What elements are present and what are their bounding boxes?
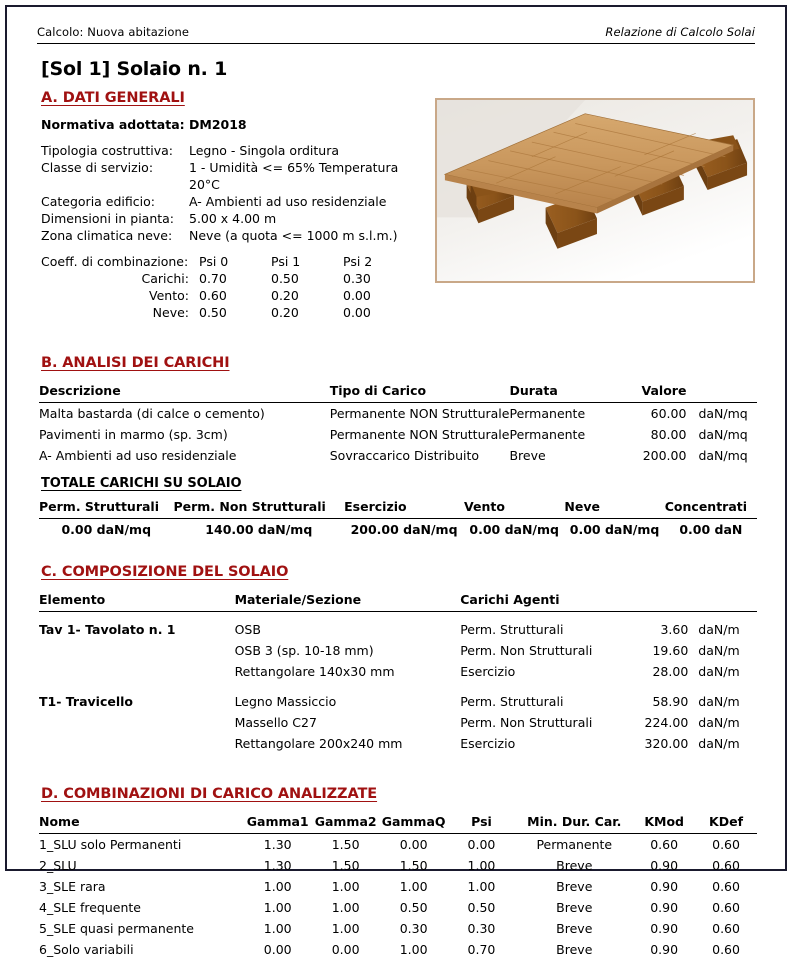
info-label: Dimensioni in pianta: — [41, 211, 175, 226]
cell-kmod: 0.90 — [650, 921, 679, 936]
cell-valore: 28.00 — [652, 664, 689, 679]
col-vento: Vento — [464, 497, 564, 519]
col-elemento: Elemento — [39, 590, 235, 612]
col-perm-strutturali: Perm. Strutturali — [39, 497, 173, 519]
col-durata: Durata — [509, 381, 623, 403]
header-doc-title: Relazione di Calcolo Solai — [605, 25, 755, 39]
table-header-row — [39, 381, 757, 403]
table-header-row — [39, 497, 757, 519]
cell-psi: 0.00 — [467, 837, 496, 852]
cell-nome: 5_SLE quasi permanente — [39, 921, 194, 936]
cell-gamma2: 1.50 — [331, 837, 360, 852]
cell-nome: 2_SLU — [39, 858, 77, 873]
cell-kmod: 0.90 — [650, 900, 679, 915]
cell-durata: Breve — [556, 942, 593, 957]
info-row — [41, 193, 431, 210]
cell-tipo: Permanente NON Strutturale — [329, 427, 510, 442]
cell-valore: 320.00 — [644, 736, 689, 751]
section-b-heading: B. ANALISI DEI CARICHI — [41, 355, 230, 371]
cell-gammaq: 0.30 — [399, 921, 428, 936]
cell-valore: 224.00 — [644, 715, 689, 730]
cell-carico: Perm. Non Strutturali — [460, 643, 593, 658]
cell-materiale: Legno Massiccio — [234, 694, 337, 709]
psi-row-label: Carichi: — [141, 271, 189, 286]
cell-unita: daN/m — [698, 643, 740, 658]
cell-kmod: 0.60 — [650, 837, 679, 852]
cell-elemento: Tav 1- Tavolato n. 1 — [39, 622, 176, 637]
cell-elemento — [39, 712, 235, 733]
coeff-combinazione-table — [41, 253, 405, 321]
table-row — [39, 403, 757, 425]
section-analisi-carichi — [37, 355, 755, 540]
cell-carico: Esercizio — [460, 664, 516, 679]
col-psi: Psi — [448, 812, 516, 834]
cell-durata: Permanente — [509, 406, 586, 421]
cell-kdef: 0.60 — [712, 921, 740, 936]
cell-materiale: Rettangolare 140x30 mm — [234, 664, 395, 679]
cell-unita: daN/m — [698, 694, 740, 709]
col-tipo-carico: Tipo di Carico — [330, 381, 510, 403]
table-row — [39, 855, 757, 876]
document-page — [5, 5, 787, 957]
psi-value: 0.70 — [199, 271, 227, 286]
cell-materiale: Rettangolare 200x240 mm — [234, 736, 403, 751]
solaio-illustration — [435, 98, 755, 283]
cell-valore: 19.60 — [652, 643, 689, 658]
running-header — [37, 7, 755, 44]
info-row — [41, 227, 431, 244]
col-esercizio: Esercizio — [344, 497, 464, 519]
psi-row-carichi — [41, 270, 405, 287]
psi-row-label: Vento: — [149, 288, 189, 303]
cell-kdef: 0.60 — [712, 942, 740, 957]
composizione-solaio-table — [39, 590, 757, 754]
col-carichi-agenti: Carichi Agenti — [460, 590, 618, 612]
cell-elemento — [39, 733, 235, 754]
psi-row-vento — [41, 287, 405, 304]
cell-durata: Permanente — [509, 427, 586, 442]
cell-durata: Breve — [556, 858, 593, 873]
cell-unita: daN/m — [698, 622, 740, 637]
cell-unita: daN/m — [698, 664, 740, 679]
col-gamma1: Gamma1 — [244, 812, 312, 834]
col-nome: Nome — [39, 812, 244, 834]
cell-neve: 0.00 daN/mq — [569, 522, 660, 537]
table-row — [39, 445, 757, 466]
section-dati-generali — [37, 90, 755, 321]
cell-kmod: 0.90 — [650, 858, 679, 873]
cell-unita: daN/mq — [698, 406, 748, 421]
totale-carichi-table — [39, 497, 757, 540]
info-label: Tipologia costruttiva: — [41, 143, 174, 158]
cell-gamma2: 1.00 — [331, 900, 360, 915]
cell-gamma1: 1.00 — [263, 900, 292, 915]
table-row — [39, 519, 757, 541]
cell-kmod: 0.90 — [650, 879, 679, 894]
cell-carico: Perm. Non Strutturali — [460, 715, 593, 730]
cell-unita: daN/mq — [698, 448, 748, 463]
info-value: 5.00 x 4.00 m — [189, 211, 277, 226]
psi-row-label: Neve: — [152, 305, 189, 320]
info-value: Neve (a quota <= 1000 m s.l.m.) — [189, 228, 398, 243]
cell-gamma1: 1.00 — [263, 921, 292, 936]
page-title: [Sol 1] Solaio n. 1 — [41, 58, 228, 80]
cell-valore: 58.90 — [652, 694, 689, 709]
cell-elemento — [39, 661, 235, 682]
combinazioni-carico-table — [39, 812, 757, 960]
normativa-value: DM2018 — [189, 117, 247, 132]
col-gamma2: Gamma2 — [312, 812, 380, 834]
normativa-row — [41, 116, 431, 133]
normativa-label: Normativa adottata: — [41, 117, 185, 132]
wooden-floor-icon — [437, 100, 753, 281]
cell-kdef: 0.60 — [712, 837, 740, 852]
cell-durata: Breve — [556, 879, 593, 894]
cell-carico: Esercizio — [460, 736, 516, 751]
psi-value: 0.60 — [199, 288, 227, 303]
cell-durata: Permanente — [536, 837, 613, 852]
psi-value: 0.00 — [343, 305, 371, 320]
cell-carico: Perm. Strutturali — [460, 694, 564, 709]
info-value: 1 - Umidità <= 65% Temperatura 20°C — [189, 160, 399, 192]
psi-value: 0.30 — [343, 271, 371, 286]
table-header-row — [39, 590, 757, 612]
col-neve: Neve — [564, 497, 664, 519]
info-label: Classe di servizio: — [41, 160, 154, 175]
cell-nome: 4_SLE frequente — [39, 900, 141, 915]
cell-valore: 80.00 — [650, 427, 687, 442]
col-descrizione: Descrizione — [39, 381, 330, 403]
table-row — [39, 733, 757, 754]
cell-nome: 3_SLE rara — [39, 879, 106, 894]
cell-psi: 0.50 — [467, 900, 496, 915]
analisi-carichi-table — [39, 381, 757, 466]
cell-valore: 3.60 — [660, 622, 689, 637]
col-kdef: KDef — [695, 812, 757, 834]
cell-descrizione: Pavimenti in marmo (sp. 3cm) — [39, 427, 228, 442]
table-header-row — [39, 812, 757, 834]
cell-gamma1: 1.00 — [263, 879, 292, 894]
col-unita — [698, 590, 757, 612]
info-row — [41, 142, 431, 159]
cell-perm-strutturali: 0.00 daN/mq — [61, 522, 152, 537]
cell-gamma2: 1.50 — [331, 858, 360, 873]
cell-descrizione: Malta bastarda (di calce o cemento) — [39, 406, 265, 421]
cell-materiale: OSB — [234, 622, 261, 637]
table-row — [39, 918, 757, 939]
cell-elemento: T1- Travicello — [39, 694, 133, 709]
dati-generali-list — [41, 116, 431, 244]
cell-psi: 1.00 — [467, 879, 496, 894]
info-label: Categoria edificio: — [41, 194, 155, 209]
col-unita — [698, 381, 757, 403]
cell-durata: Breve — [509, 448, 546, 463]
table-row — [39, 640, 757, 661]
section-d-heading: D. COMBINAZIONI DI CARICO ANALIZZATE — [41, 786, 378, 802]
psi-value: 0.50 — [271, 271, 299, 286]
psi-value: 0.20 — [271, 288, 299, 303]
cell-gamma1: 0.00 — [263, 942, 292, 957]
cell-nome: 6_Solo variabili — [39, 942, 134, 957]
psi-value: 0.20 — [271, 305, 299, 320]
cell-durata: Breve — [556, 900, 593, 915]
table-row — [39, 939, 757, 960]
cell-kdef: 0.60 — [712, 879, 740, 894]
psi-header-1: Psi 1 — [271, 254, 301, 269]
cell-valore: 60.00 — [650, 406, 687, 421]
table-row — [39, 834, 757, 856]
cell-gamma2: 1.00 — [331, 879, 360, 894]
cell-kdef: 0.60 — [712, 858, 740, 873]
cell-vento: 0.00 daN/mq — [469, 522, 559, 537]
cell-psi: 1.00 — [467, 858, 496, 873]
info-row — [41, 210, 431, 227]
col-valore: Valore — [623, 381, 698, 403]
section-a-heading: A. DATI GENERALI — [41, 90, 185, 106]
cell-carico: Perm. Strutturali — [460, 622, 564, 637]
table-row — [39, 876, 757, 897]
cell-gammaq: 1.00 — [399, 879, 428, 894]
cell-unita: daN/m — [698, 715, 740, 730]
cell-gamma1: 1.30 — [263, 837, 292, 852]
psi-header-2: Psi 2 — [343, 254, 373, 269]
col-gammaq: GammaQ — [380, 812, 448, 834]
cell-gamma2: 1.00 — [331, 921, 360, 936]
cell-kdef: 0.60 — [712, 900, 740, 915]
cell-tipo: Sovraccarico Distribuito — [329, 448, 480, 463]
info-value: A- Ambienti ad uso residenziale — [189, 194, 387, 209]
psi-value: 0.50 — [199, 305, 227, 320]
cell-elemento — [39, 640, 235, 661]
cell-valore: 200.00 — [642, 448, 687, 463]
table-row — [39, 897, 757, 918]
cell-concentrati: 0.00 daN — [679, 522, 743, 537]
cell-gammaq: 0.00 — [399, 837, 428, 852]
col-min-dur-car: Min. Dur. Car. — [515, 812, 633, 834]
psi-section-label: Coeff. di combinazione: — [41, 254, 189, 269]
table-row — [39, 682, 757, 712]
cell-materiale: OSB 3 (sp. 10-18 mm) — [234, 643, 374, 658]
cell-descrizione: A- Ambienti ad uso residenziale — [39, 448, 237, 463]
cell-psi: 0.30 — [467, 921, 496, 936]
totale-carichi-heading: TOTALE CARICHI SU SOLAIO — [41, 476, 242, 491]
section-c-heading: C. COMPOSIZIONE DEL SOLAIO — [41, 564, 289, 580]
psi-value: 0.00 — [343, 288, 371, 303]
cell-materiale: Massello C27 — [234, 715, 317, 730]
cell-kmod: 0.90 — [650, 942, 679, 957]
cell-gammaq: 0.50 — [399, 900, 428, 915]
table-row — [39, 661, 757, 682]
section-composizione-solaio — [37, 564, 755, 754]
table-row — [39, 424, 757, 445]
cell-gamma2: 0.00 — [331, 942, 360, 957]
col-materiale: Materiale/Sezione — [235, 590, 461, 612]
info-label: Zona climatica neve: — [41, 228, 173, 243]
section-combinazioni-carico — [37, 786, 755, 960]
cell-perm-non-strutturali: 140.00 daN/mq — [205, 522, 313, 537]
info-row — [41, 159, 431, 193]
cell-gammaq: 1.00 — [399, 942, 428, 957]
col-kmod: KMod — [633, 812, 695, 834]
cell-psi: 0.70 — [467, 942, 496, 957]
col-concentrati: Concentrati — [665, 497, 757, 519]
cell-durata: Breve — [556, 921, 593, 936]
cell-gammaq: 1.50 — [399, 858, 428, 873]
cell-unita: daN/m — [698, 736, 740, 751]
psi-header-0: Psi 0 — [199, 254, 229, 269]
table-row — [39, 612, 757, 641]
table-row — [39, 712, 757, 733]
psi-header-row — [41, 253, 405, 270]
cell-nome: 1_SLU solo Permanenti — [39, 837, 182, 852]
col-valore — [618, 590, 698, 612]
cell-esercizio: 200.00 daN/mq — [350, 522, 458, 537]
col-perm-non-strutturali: Perm. Non Strutturali — [173, 497, 344, 519]
info-value: Legno - Singola orditura — [189, 143, 340, 158]
psi-row-neve — [41, 304, 405, 321]
cell-gamma1: 1.30 — [263, 858, 292, 873]
cell-tipo: Permanente NON Strutturale — [329, 406, 510, 421]
cell-unita: daN/mq — [698, 427, 748, 442]
header-calc-name: Calcolo: Nuova abitazione — [37, 25, 190, 39]
